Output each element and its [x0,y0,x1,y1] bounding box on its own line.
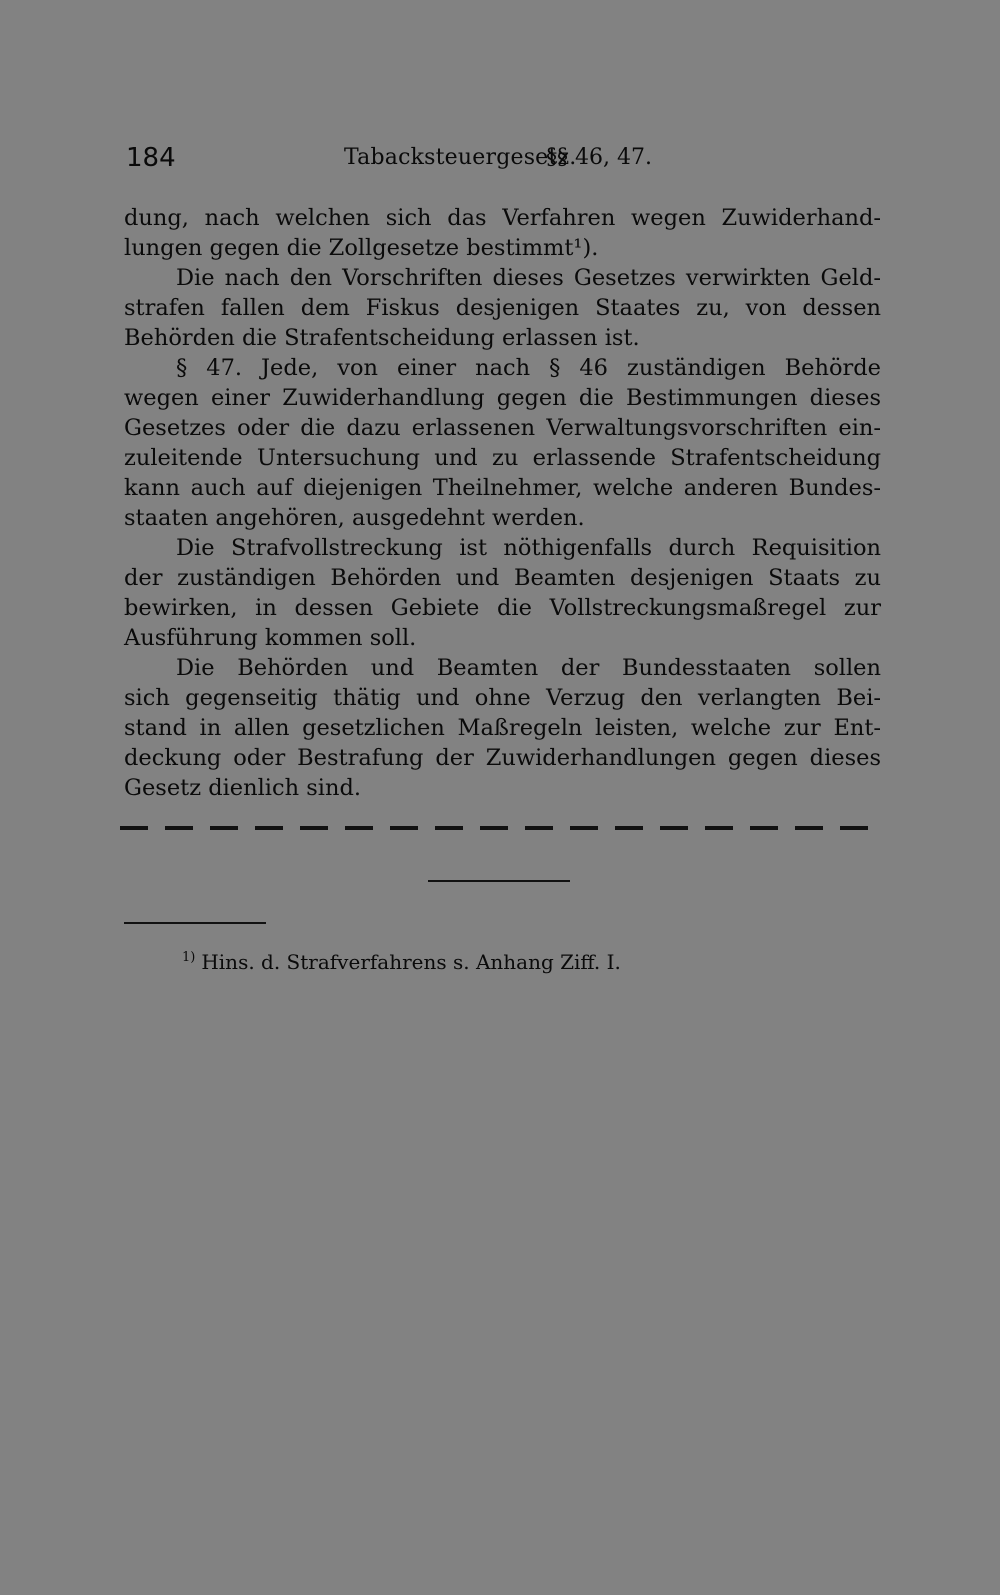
running-title: Tabacksteuergesetz. [344,145,577,170]
text-line: strafen fallen dem Fiskus desjenigen Staates zu, von dessen [124,295,881,321]
text-line: zuleitende Untersuchung und zu erlassende Strafentscheidung [124,445,881,471]
center-rule [428,880,570,882]
text-line: bewirken, in dessen Gebiete die Vollstreckungsmaßregel zur [124,595,881,621]
footnote-text: Hins. d. Strafverfahrens s. Anhang Ziff. I. [201,950,621,974]
text-line: Die Behörden und Beamten der Bundesstaaten sollen [176,655,881,681]
text-line: staaten angehören, ausgedehnt werden. [124,505,585,531]
footnote-rule [124,922,266,924]
section-heading-line: § 47. Jede, von einer nach § 46 zuständigen Behörde [176,355,881,381]
text-line: kann auch auf diejenigen Theilnehmer, welche anderen Bundes- [124,475,881,501]
dashed-rule [120,826,882,830]
text-line: lungen gegen die Zollgesetze bestimmt¹). [124,235,599,261]
text-line: Gesetz dienlich sind. [124,775,362,801]
section-reference: §§ 46, 47. [546,145,652,170]
text-line: Gesetzes oder die dazu erlassenen Verwaltungsvorschriften ein- [124,415,881,441]
text-line: stand in allen gesetzlichen Maßregeln leisten, welche zur Ent- [124,715,881,741]
text-line: Behörden die Strafentscheidung erlassen ist. [124,325,640,351]
text-line: Die Strafvollstreckung ist nöthigenfalls durch Requisition [176,535,881,561]
footnote-marker: 1) [182,950,196,966]
text-line: deckung oder Bestrafung der Zuwiderhandlungen gegen dieses [124,745,881,771]
text-line: wegen einer Zuwiderhandlung gegen die Bestimmungen dieses [124,385,881,411]
page-number: 184 [126,143,176,173]
body-text [124,203,881,803]
running-head [126,143,881,179]
text-line: Ausführung kommen soll. [124,625,417,651]
text-line: sich gegenseitig thätig und ohne Verzug den verlangten Bei- [124,685,881,711]
text-line: Die nach den Vorschriften dieses Gesetzes verwirkten Geld- [176,265,881,291]
text-line: der zuständigen Behörden und Beamten desjenigen Staats zu [124,565,881,591]
text-line: dung, nach welchen sich das Verfahren wegen Zuwiderhand- [124,205,881,231]
footnote [182,950,621,974]
